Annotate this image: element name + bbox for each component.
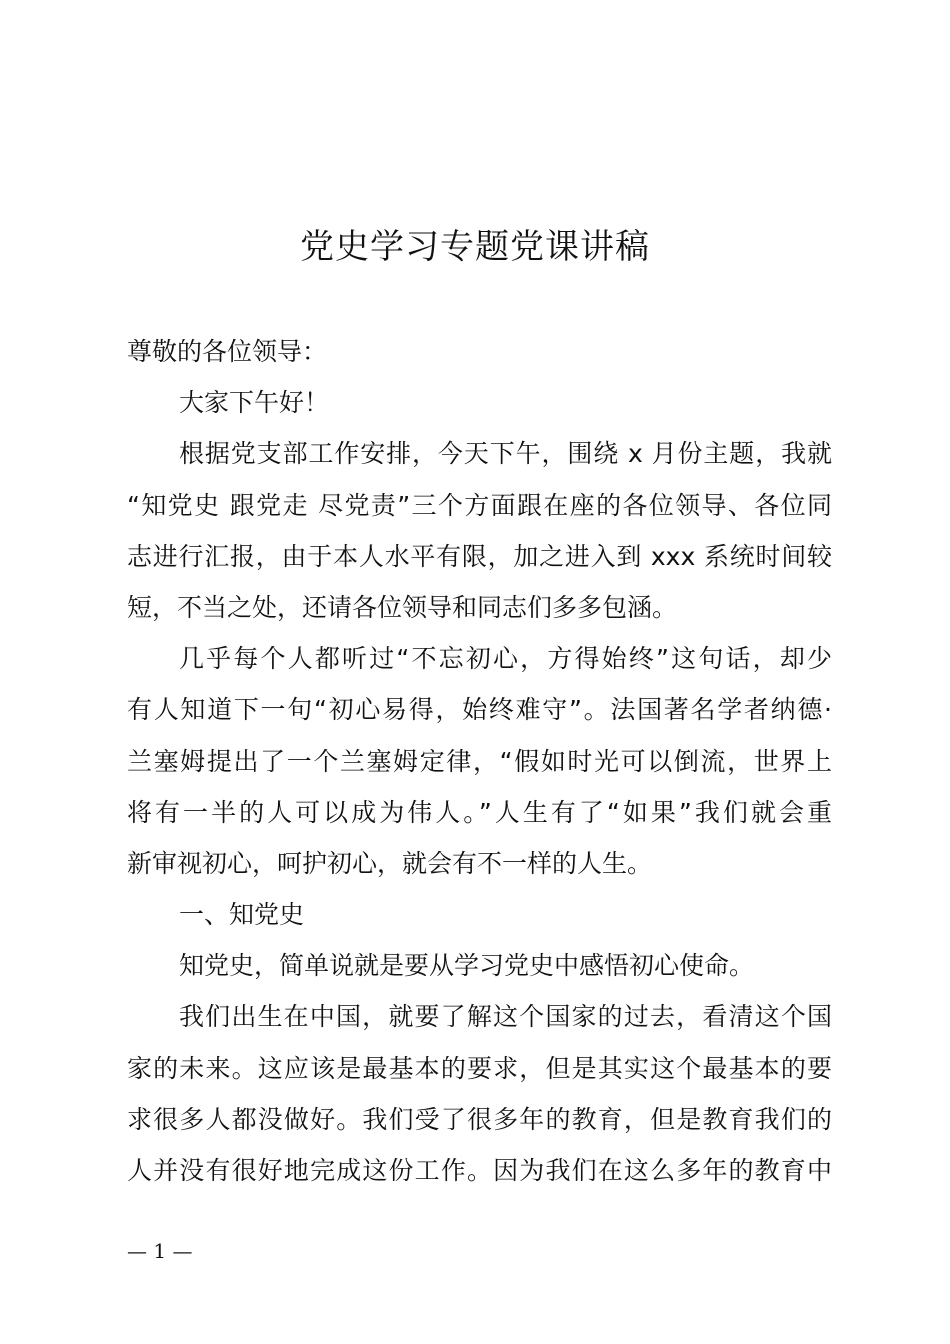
page-number: — 1 — [127, 1239, 193, 1263]
paragraph-line: 家的未来。这应该是最基本的要求，但是其实这个最基本的要 [127, 1053, 832, 1083]
paragraph-line: 人并没有很好地完成这份工作。因为我们在这么多年的教育中 [127, 1156, 832, 1185]
paragraph-line: 有人知道下一句“初心易得，始终难守”。法国著名学者纳德· [127, 695, 832, 725]
section-heading: 一、知党史 [179, 900, 305, 930]
salutation: 尊敬的各位领导： [127, 337, 328, 366]
paragraph-line: 我们出生在中国，就要了解这个国家的过去，看清这个国 [179, 1002, 832, 1032]
greeting-line: 大家下午好！ [179, 388, 330, 418]
paragraph-line: “知党史 跟党走 尽党责”三个方面跟在座的各位领导、各位同 [127, 490, 832, 520]
paragraph-line: 志进行汇报，由于本人水平有限，加之进入到 xxx 系统时间较 [127, 541, 832, 571]
document-title: 党史学习专题党课讲稿 [300, 227, 650, 267]
paragraph-line: 兰塞姆提出了一个兰塞姆定律，“假如时光可以倒流，世界上 [127, 746, 832, 776]
paragraph-line: 将有一半的人可以成为伟人。”人生有了“如果”我们就会重 [127, 797, 832, 827]
paragraph-line: 根据党支部工作安排，今天下午，围绕 x 月份主题，我就 [179, 439, 832, 469]
paragraph-line: 求很多人都没做好。我们受了很多年的教育，但是教育我们的 [127, 1104, 832, 1134]
paragraph-line: 知党史，简单说就是要从学习党史中感悟初心使命。 [179, 951, 755, 981]
paragraph-line: 新审视初心，呵护初心，就会有不一样的人生。 [127, 848, 653, 878]
paragraph-line: 几乎每个人都听过“不忘初心，方得始终”这句话，却少 [179, 644, 832, 674]
paragraph-line: 短，不当之处，还请各位领导和同志们多多包涵。 [127, 592, 678, 622]
document-body [127, 326, 832, 1196]
